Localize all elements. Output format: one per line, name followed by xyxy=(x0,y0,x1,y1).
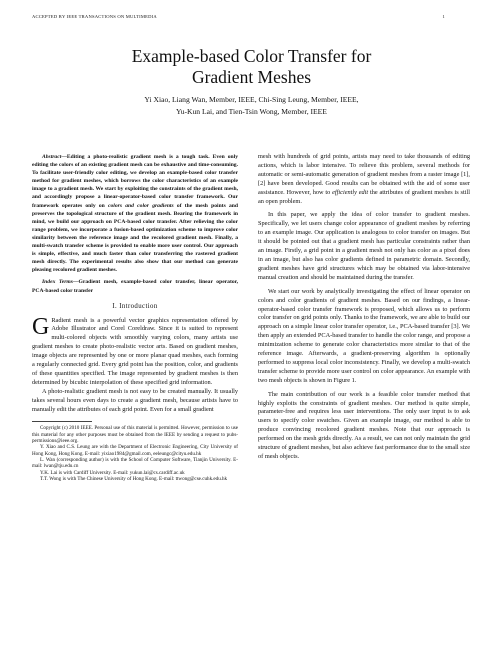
paper-title xyxy=(0,46,503,88)
index-terms xyxy=(32,278,238,294)
affiliation-note-2: L. Wan (corresponding author) is with the School of Computer Software, Tianjin University. E-mail: lwan@tju.edu.cn xyxy=(32,456,238,470)
affiliation-note-3: Y.K. Lai is with Cardiff University. E-mail: yukun.lai@cs.cardiff.ac.uk xyxy=(40,469,185,476)
affiliation-note-1: Y. Xiao and C.S. Leung are with the Department of Electronic Engineering, City University of Hong Kong, Hong Kong. E-mail: yixiao1984@gmail.com, eeleungc@cityu.edu.hk xyxy=(32,444,238,457)
continued-paragraph-a: mesh with hundreds of grid points, artists may need to take thousands of editing actions, which is labor intensive. To relieve this problem, several methods for automatic or semi-automatic generation of gradient meshes from a raster image [1], [2] have been developed. Good results can be obtained with the aid of some user assistance. However, how to xyxy=(258,153,470,196)
paragraph-we-start: We start our work by analytically investigating the effect of linear operator on colors and color gradients of gradient meshes. Based on our findings, a linear-operator-based color transfer framework is proposed, which allows us to perform color transfer on grid points only. Thanks to the framework, we are able to build our approach on a simple linear color transfer operator, i.e., PCA-based transfer [3]. We then apply an extended PCA-based transfer to handle the color range, and propose a minimization scheme to generate color characteristics more similar to that of the reference image. Afterwards, a gradient-preserving algorithm is optionally performed to suppress local color inconsistency. Finally, we develop a multi-swatch transfer scheme to provide more user control on color appearance. An example with two mesh objects is shown in Figure 1. xyxy=(258,287,470,384)
abstract-dash: — xyxy=(61,154,67,160)
journal-name: ACCEPTED BY IEEE TRANSACTIONS ON MULTIMEDIA xyxy=(32,14,157,19)
title-line-1: Example-based Color Transfer for xyxy=(131,46,372,66)
affiliation-note-4: T.T. Wong is with The Chinese University of Hong Kong. E-mail: ttwong@cse.cuhk.edu.hk xyxy=(40,475,228,482)
abstract-label: Abstract xyxy=(42,154,62,160)
continued-paragraph-b: the attributes of gradient meshes is still an open problem. xyxy=(258,188,470,205)
footnote-rule xyxy=(32,421,92,422)
abstract-emphasis: colors and color gradients xyxy=(108,202,174,209)
section-heading-introduction: I. Introduction xyxy=(112,302,158,310)
index-terms-label: Index Terms xyxy=(42,279,73,286)
left-column xyxy=(32,153,238,482)
right-column xyxy=(258,153,470,462)
intro-paragraph-1 xyxy=(32,313,238,388)
running-head xyxy=(32,14,445,19)
intro-paragraph-1-text: Radient mesh is a powerful vector graphics representation offered by Adobe Illustrator and Corel Coreldraw. Since it is suited to represent multi-colored objects with smoothly varying colors, many artists use gradient meshes to create photo-realistic vector arts. Based on gradient meshes, image objects are represented by one or more planar quad meshes, each forming a regularly connected grid. Every grid point has the position, color, and gradients of these quantities specified. The image represented by gradient meshes is then determined by bicubic interpolation of these specified grid information. xyxy=(32,316,238,386)
index-terms-dash: — xyxy=(72,279,79,286)
abstract-text-a: Editing a photo-realistic gradient mesh is a tough task. Even only editing the colors of an existing gradient mesh can be exhaustive and time-consuming. To facilitate user-friendly color editing, we develop an example-based color transfer method for gradient meshes, which borrows the color characteristics of an example image to a gradient mesh. We start by exploiting the constraints of the gradient mesh, and accordingly propose a linear-operator-based color transfer framework. Our framework operates only on xyxy=(32,154,238,209)
authors-line-2: Yu-Kun Lai, and Tien-Tsin Wong, Member, IEEE xyxy=(176,106,327,116)
paragraph-main-contribution: The main contribution of our work is a feasible color transfer method that highly exploits the constraints of gradient meshes. Our method is quite simple, parameter-free and requires less user interventions. The only user input is to ask users to specify color swatches. Given an example image, our method is able to produce convincing recolored gradient meshes. Note that our approach is performed on the mesh grids directly. As a result, we can not only maintain the grid structure of gradient meshes, but also achieve fast performance due to the small size of mesh objects. xyxy=(258,390,470,460)
copyright-note: Copyright (c) 2010 IEEE. Personal use of this material is permitted. However, permission to use this material for any other purposes must be obtained from the IEEE by sending a request to pubs-permissions@ieee.org. xyxy=(32,425,238,445)
paragraph-in-this-paper: In this paper, we apply the idea of color transfer to gradient meshes. Specifically, we let users change color appearance of gradient meshes by referring to an example image. Our application is analogous to color transfer on images. But it should be pointed out that a gradient mesh has particular constraints rather than an image. Firstly, a grid point in a gradient mesh not only has color as a pixel does in an image, but also has color gradients defined in parametric domain. Secondly, gradient meshes have grid structures which may be obtained via labor-intensive manual creation and should be maintained during the transfer. xyxy=(258,211,470,281)
page-number: 1 xyxy=(442,14,445,19)
authors-line-1: Yi Xiao, Liang Wan, Member, IEEE, Chi-Sing Leung, Member, IEEE, xyxy=(144,95,359,104)
continued-paragraph xyxy=(258,153,470,206)
drop-cap: G xyxy=(32,313,50,340)
intro-paragraph-2: A photo-realistic gradient mesh is not easy to be created manually. It usually takes several hours even days to create a gradient mesh, because artists have to manually edit the attributes of each grid point. Even for a small gradient xyxy=(32,387,238,413)
author-list xyxy=(0,94,503,117)
title-line-2: Gradient Meshes xyxy=(191,67,312,87)
continued-paragraph-emphasis: efficiently edit xyxy=(332,188,369,196)
abstract xyxy=(32,153,238,274)
index-terms-text: Gradient mesh, example-based color transfer, linear operator, PCA-based color transfer xyxy=(32,279,238,294)
footnotes xyxy=(32,425,238,482)
abstract-text-b: of the mesh points and preserves the topological structure of the gradient mesh. Bearing the framework in mind, we build our approach on PCA-based color transfer. After relieving the color range problem, we incorporate a fusion-based optimization scheme to improve color similarity between the reference image and the recolored gradient mesh. Finally, a multi-swatch transfer scheme is provided to enable more user control. Our approach is simple, effective, and much faster than color transferring the rastered gradient mesh directly. The experimental results also show that our method can generate pleasing recolored gradient meshes. xyxy=(32,202,239,274)
